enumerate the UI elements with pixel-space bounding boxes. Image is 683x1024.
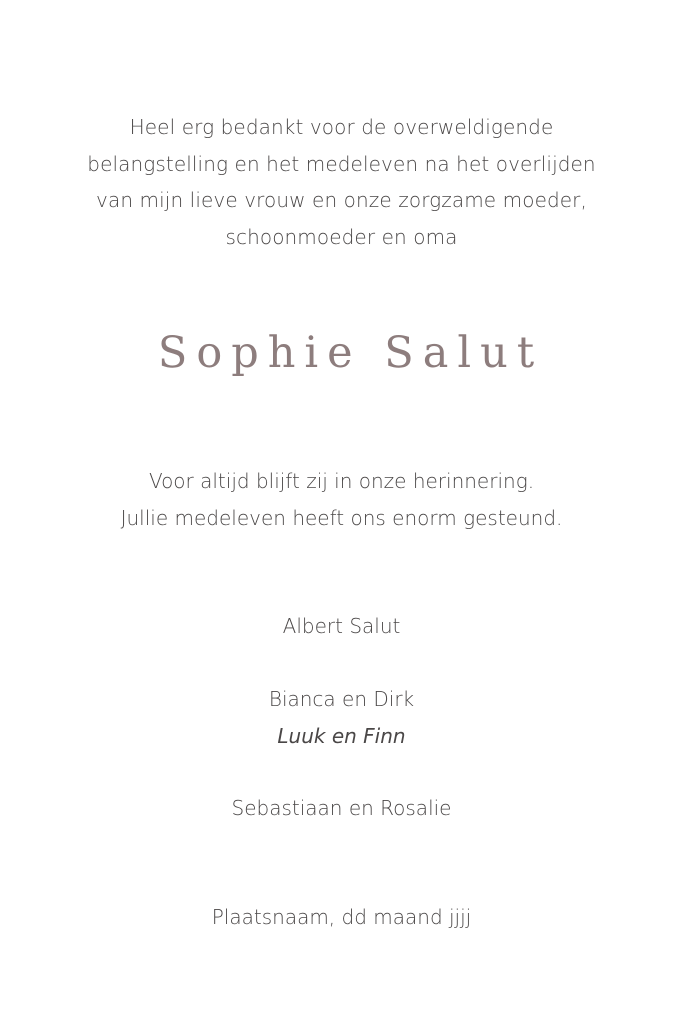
thanks-line-2: belangstelling en het medeleven na het overlijden (87, 151, 596, 176)
memory-message (40, 463, 643, 537)
thanks-line-1: Heel erg bedankt voor de overweldigende (129, 115, 554, 139)
thanks-line-4: schoonmoeder en oma (225, 224, 458, 249)
family-child-1 (40, 681, 643, 754)
family-child-2: Sebastiaan en Rosalie (231, 796, 452, 820)
memory-line-2: Jullie medeleven heeft ons enorm gesteund. (120, 506, 563, 530)
place-date: Plaatsnaam, dd maand jjjj (211, 905, 472, 929)
family-grandchildren-1: Luuk en Finn (277, 723, 406, 748)
thanks-line-3: van mijn lieve vrouw en onze zorgzame moeder, (96, 188, 587, 212)
thanks-message (40, 109, 643, 255)
memory-line-1: Voor altijd blijft zij in onze herinnering. (148, 469, 535, 493)
family-spouse: Albert Salut (282, 614, 401, 638)
deceased-name: Sophie Salut (157, 328, 544, 378)
family-child-1-names: Bianca en Dirk (268, 687, 415, 711)
